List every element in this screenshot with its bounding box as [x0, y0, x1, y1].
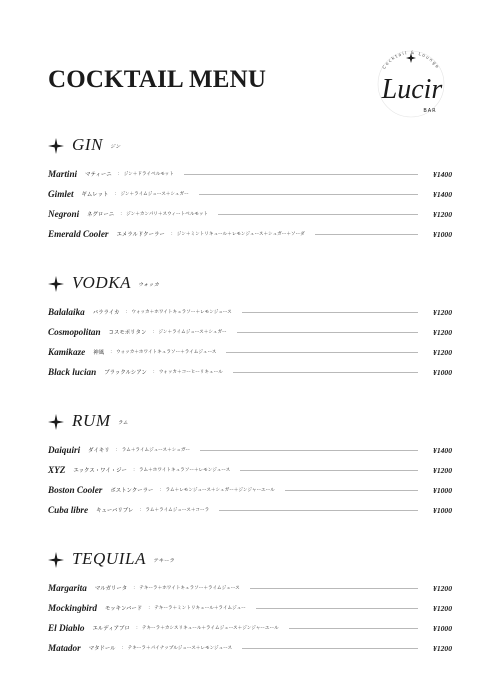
item-name-jp: バラライカ: [92, 310, 120, 316]
item-name: Daiquiri: [48, 445, 81, 455]
menu-item: [48, 602, 452, 614]
section-title-jp: ジン: [110, 143, 121, 150]
section-title: VODKA: [72, 273, 132, 292]
item-ingredients: ： ウォッカ＋ホワイトキュラソー＋レモンジュース: [125, 310, 232, 315]
item-price: ¥1400: [433, 189, 452, 199]
item-price: ¥1000: [433, 623, 452, 633]
item-ingredients: ： ラム＋ライムジュース＋シュガー: [115, 448, 191, 453]
item-name-jp: ダイキリ: [88, 448, 110, 454]
item-price: ¥1200: [433, 643, 452, 653]
section-gin: [48, 135, 452, 239]
item-price: ¥1400: [433, 445, 452, 455]
leader-line: [237, 332, 418, 333]
item-name-jp: キューバリブレ: [96, 508, 134, 514]
item-ingredients: ： ウォッカ＋コーヒーリキュール: [152, 370, 223, 375]
item-ingredients: ： テキーラ＋パイナップルジュース＋レモンジュース: [121, 646, 233, 651]
item-ingredients: ： テキーラ＋ミントリキュール＋ライムジュー: [148, 606, 246, 611]
item-price: ¥1200: [433, 209, 452, 219]
sparkle-star-icon: [48, 414, 64, 430]
item-price: ¥1000: [433, 505, 452, 515]
menu-item: [48, 208, 452, 220]
leader-line: [199, 194, 418, 195]
item-price: ¥1000: [433, 367, 452, 377]
logo-sub: BAR: [423, 108, 437, 114]
item-price: ¥1000: [433, 229, 452, 239]
logo-arc-text: Cocktail & Lounge: [382, 50, 440, 71]
item-ingredients: ： ジン＋ライムジュース＋シュガー: [114, 192, 189, 197]
item-name: Boston Cooler: [48, 485, 103, 495]
leader-line: [184, 174, 418, 175]
menu-item: [48, 326, 452, 338]
section-rum: [48, 411, 452, 515]
item-name-jp: モッキンバード: [105, 606, 143, 612]
item-price: ¥1200: [433, 603, 452, 613]
sparkle-star-icon: [48, 276, 64, 292]
item-name: XYZ: [48, 465, 66, 475]
item-name: Black lucian: [48, 367, 97, 377]
section-tequila: [48, 549, 452, 653]
menu-item: [48, 366, 452, 378]
item-name: Mockingbird: [48, 603, 98, 613]
menu-item: [48, 228, 452, 240]
item-ingredients: ： ジン＋ドライベルモット: [117, 172, 174, 177]
menu-item: [48, 642, 452, 654]
section-header: [48, 550, 452, 572]
menu-item: [48, 484, 452, 496]
item-price: ¥1200: [433, 465, 452, 475]
item-name-jp: マティーニ: [85, 172, 112, 178]
leader-line: [242, 312, 418, 313]
section-title: TEQUILA: [72, 549, 147, 568]
item-ingredients: ： ジン＋ライムジュース＋シュガー: [152, 330, 227, 335]
leader-line: [233, 372, 418, 373]
sparkle-star-icon: [48, 138, 64, 154]
item-name-jp: マルガリータ: [94, 586, 128, 592]
item-ingredients: ： ラム＋レモンジュース＋シュガー＋ジンジャーエール: [159, 488, 275, 493]
leader-line: [285, 490, 418, 491]
menu-item: [48, 582, 452, 594]
leader-line: [250, 588, 418, 589]
item-ingredients: ： ジン＋ミントリキュール＋レモンジュース＋シュガー＋ソーダ: [170, 232, 305, 237]
item-price: ¥1000: [433, 485, 452, 495]
item-name-jp: マタドール: [88, 646, 116, 652]
item-name: Gimlet: [48, 189, 74, 199]
menu-item: [48, 622, 452, 634]
section-header: [48, 274, 452, 296]
leader-line: [289, 628, 418, 629]
item-price: ¥1400: [433, 169, 452, 179]
section-header: [48, 136, 452, 158]
leader-line: [240, 470, 418, 471]
item-ingredients: ： テキーラ＋ホワイトキュラソー＋ライムジュース: [133, 586, 240, 591]
item-name-jp: ギムレット: [81, 192, 109, 198]
item-name-jp: コスモポリタン: [108, 330, 147, 336]
section-header: [48, 412, 452, 434]
leader-line: [218, 214, 418, 215]
item-ingredients: ： ウォッカ＋ホワイトキュラソー＋ライムジュース: [110, 350, 217, 355]
item-name-jp: ボストンクーラー: [110, 488, 154, 494]
item-name: Matador: [48, 643, 81, 653]
sparkle-star-icon: [48, 552, 64, 568]
item-name: Margarita: [48, 583, 87, 593]
item-price: ¥1200: [433, 327, 452, 337]
item-price: ¥1200: [433, 583, 452, 593]
section-title: GIN: [72, 135, 104, 154]
item-name-jp: エメラルドクーラー: [116, 232, 165, 238]
section-vodka: [48, 273, 452, 377]
leader-line: [242, 648, 418, 649]
menu-item: [48, 306, 452, 318]
item-name: El Diablo: [48, 623, 85, 633]
menu-item: [48, 444, 452, 456]
item-name-jp: ブラックルシアン: [104, 370, 147, 376]
item-ingredients: ： ラム＋ホワイトキュラソー＋レモンジュース: [132, 468, 231, 473]
logo-name: Lucir: [381, 74, 443, 105]
item-price: ¥1200: [433, 347, 452, 357]
item-ingredients: ： テキーラ＋カシスリキュール＋ライムジュース＋ジンジャーエール: [135, 626, 279, 631]
menu-item: [48, 188, 452, 200]
item-name: Cosmopolitan: [48, 327, 101, 337]
section-title-jp: ラム: [117, 419, 129, 426]
item-name-jp: 神風: [93, 350, 105, 356]
item-name: Emerald Cooler: [48, 229, 109, 239]
menu-item: [48, 346, 452, 358]
item-name: Balalaika: [48, 307, 85, 317]
leader-line: [226, 352, 418, 353]
item-name-jp: エックス・ワイ・ジー: [73, 468, 127, 474]
item-ingredients: ： ラム＋ライムジュース＋コーラ: [139, 508, 210, 513]
section-title-jp: テキーラ: [153, 557, 175, 564]
leader-line: [219, 510, 418, 511]
item-name: Cuba libre: [48, 505, 89, 515]
item-name: Kamikaze: [48, 347, 86, 357]
menu-item: [48, 464, 452, 476]
menu-item: [48, 168, 452, 180]
section-title-jp: ウォッカ: [138, 281, 160, 288]
item-ingredients: ： ジン＋カンパリ＋スウィートベルモット: [120, 212, 209, 217]
leader-line: [256, 608, 418, 609]
leader-line: [315, 234, 418, 235]
item-name: Negroni: [48, 209, 80, 219]
item-name-jp: エルディアブロ: [92, 626, 130, 632]
section-title: RUM: [72, 411, 111, 430]
leader-line: [200, 450, 418, 451]
lucir-bar-logo: [368, 40, 454, 124]
page-title: COCKTAIL MENU: [48, 66, 267, 93]
item-name: Martini: [48, 169, 78, 179]
menu-item: [48, 504, 452, 516]
item-price: ¥1200: [433, 307, 452, 317]
item-name-jp: ネグローニ: [87, 212, 115, 218]
